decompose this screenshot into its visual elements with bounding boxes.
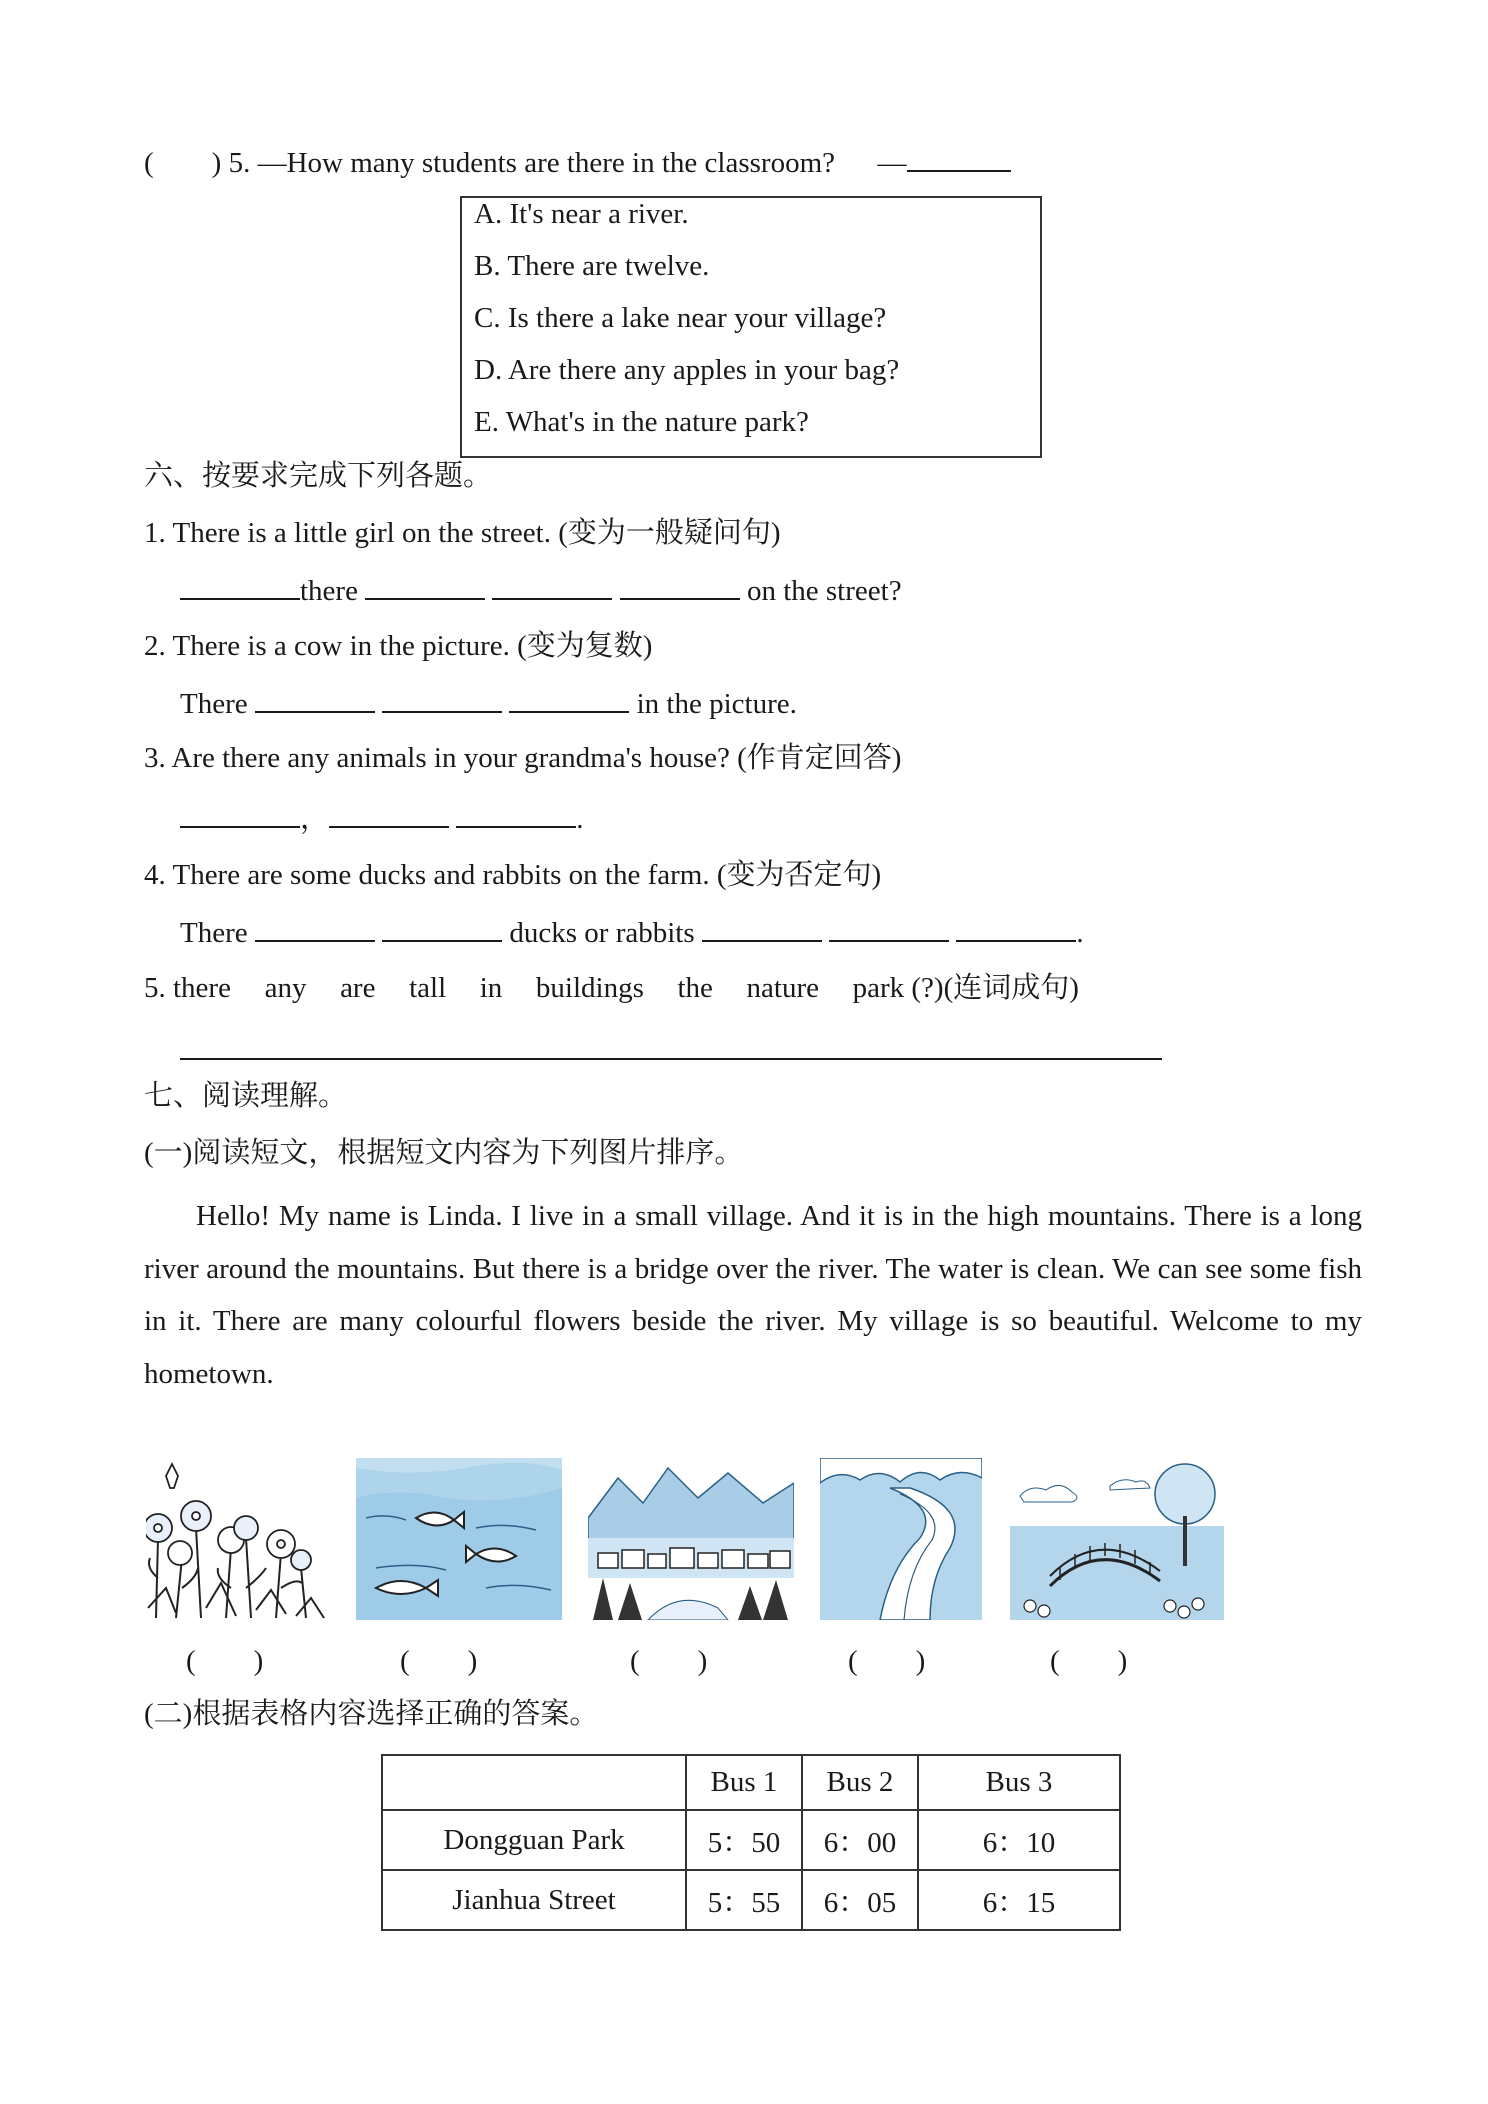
s6-q5-word-7: the bbox=[677, 972, 713, 1004]
s6-a2-blank-2[interactable] bbox=[382, 685, 502, 713]
picture-answer-5[interactable]: ( ) bbox=[1050, 1645, 1128, 1677]
s6-q5-word-3: are bbox=[340, 972, 376, 1004]
s6-a4-text-2: ducks or rabbits bbox=[509, 917, 695, 949]
bus-schedule-table bbox=[381, 1754, 1121, 1931]
flowers-picture bbox=[146, 1458, 328, 1620]
s6-a3-blank-3[interactable] bbox=[456, 800, 576, 828]
table-cell bbox=[382, 1755, 686, 1810]
table-cell: 6：10 bbox=[918, 1810, 1120, 1870]
table-row bbox=[382, 1810, 1120, 1870]
picture-answer-2[interactable]: ( ) bbox=[400, 1645, 478, 1677]
section7-title: 七、阅读理解。 bbox=[144, 1080, 348, 1112]
s6-q5-word-9: park (?)(连词成句) bbox=[852, 972, 1079, 1004]
s6-q1: 1. There is a little girl on the street. (变为一般疑问句) bbox=[144, 517, 781, 549]
table-cell: Bus 3 bbox=[918, 1755, 1120, 1810]
option-b: B. There are twelve. bbox=[474, 250, 710, 282]
q5-answer-blank[interactable] bbox=[907, 144, 1011, 172]
s6-a4-text-3: . bbox=[1076, 917, 1084, 949]
s6-a1-blank-3[interactable] bbox=[492, 572, 612, 600]
s6-q4: 4. There are some ducks and rabbits on the farm. (变为否定句) bbox=[144, 859, 882, 891]
s6-a1-text-1: there bbox=[300, 575, 358, 607]
s6-a2-blank-3[interactable] bbox=[509, 685, 629, 713]
table-header-row bbox=[382, 1755, 1120, 1810]
s6-q5 bbox=[144, 970, 1079, 1006]
s6-a1-text-2: on the street? bbox=[746, 575, 902, 607]
table-cell: 6：05 bbox=[802, 1870, 918, 1930]
q5-dash: — bbox=[877, 147, 907, 179]
s6-q3: 3. Are there any animals in your grandma's house? (作肯定回答) bbox=[144, 742, 902, 774]
reading-passage: Hello! My name is Linda. I live in a small village. And it is in the high mountains. There is a long river around the mountains. But there is a bridge over the river. The water is clean. We can see some fish in it. There are many colourful flowers beside the river. My village is so beautiful. Welcome to my hometown. bbox=[144, 1200, 1362, 1390]
s6-a4-blank-5[interactable] bbox=[956, 914, 1076, 942]
table-cell: Bus 2 bbox=[802, 1755, 918, 1810]
s6-a4 bbox=[180, 914, 1084, 951]
s6-q5-word-1: 5. there bbox=[144, 972, 231, 1004]
s6-a3-period: . bbox=[576, 803, 584, 835]
s6-a4-blank-2[interactable] bbox=[382, 914, 502, 942]
table-cell: 6：15 bbox=[918, 1870, 1120, 1930]
options-box bbox=[460, 196, 1042, 458]
table-cell: 5：55 bbox=[686, 1870, 802, 1930]
winding-river-picture bbox=[820, 1458, 982, 1620]
picture-answer-4[interactable]: ( ) bbox=[848, 1645, 926, 1677]
s6-a4-blank-4[interactable] bbox=[829, 914, 949, 942]
picture-answer-3[interactable]: ( ) bbox=[630, 1645, 708, 1677]
table-cell: 6：00 bbox=[802, 1810, 918, 1870]
s6-a4-blank-1[interactable] bbox=[255, 914, 375, 942]
option-d: D. Are there any apples in your bag? bbox=[474, 354, 900, 386]
s6-q5-word-6: buildings bbox=[535, 972, 644, 1004]
s6-a4-text-1: There bbox=[180, 917, 248, 949]
s6-a1 bbox=[180, 572, 902, 609]
s6-a1-blank-4[interactable] bbox=[620, 572, 740, 600]
picture-answer-1[interactable]: ( ) bbox=[186, 1645, 264, 1677]
s6-a3-blank-1[interactable] bbox=[180, 800, 300, 828]
section6-title: 六、按要求完成下列各题。 bbox=[144, 460, 493, 492]
bridge-picture bbox=[1010, 1456, 1224, 1620]
s6-a3-comma: ， bbox=[300, 803, 330, 835]
option-a: A. It's near a river. bbox=[474, 198, 689, 230]
s6-q5-word-8: nature bbox=[746, 972, 819, 1004]
table-cell: Dongguan Park bbox=[382, 1810, 686, 1870]
q5-question: 5. —How many students are there in the classroom? bbox=[228, 147, 836, 179]
table-cell: Jianhua Street bbox=[382, 1870, 686, 1930]
q5-line bbox=[144, 144, 1011, 181]
s6-a3 bbox=[180, 800, 584, 837]
s6-q5-word-5: in bbox=[479, 972, 503, 1004]
s6-a5-answer-line[interactable] bbox=[180, 1058, 1162, 1060]
mountain-village-picture bbox=[588, 1458, 794, 1620]
s6-a1-blank-1[interactable] bbox=[180, 572, 300, 600]
s6-a3-blank-2[interactable] bbox=[329, 800, 449, 828]
s6-a2-text-2: in the picture. bbox=[636, 688, 797, 720]
q5-answer-paren[interactable]: ( ) bbox=[144, 147, 222, 179]
table-cell: Bus 1 bbox=[686, 1755, 802, 1810]
section7-part1-title: (一)阅读短文，根据短文内容为下列图片排序。 bbox=[144, 1137, 744, 1169]
s6-q5-word-2: any bbox=[264, 972, 307, 1004]
fish-river-picture bbox=[356, 1458, 562, 1620]
s6-q2: 2. There is a cow in the picture. (变为复数) bbox=[144, 630, 653, 662]
table-cell: 5：50 bbox=[686, 1810, 802, 1870]
s6-a2 bbox=[180, 685, 797, 722]
s6-q5-word-4: tall bbox=[409, 972, 447, 1004]
option-c: C. Is there a lake near your village? bbox=[474, 302, 887, 334]
s6-a4-blank-3[interactable] bbox=[702, 914, 822, 942]
section7-part2-title: (二)根据表格内容选择正确的答案。 bbox=[144, 1698, 599, 1730]
s6-a1-blank-2[interactable] bbox=[365, 572, 485, 600]
s6-a2-blank-1[interactable] bbox=[255, 685, 375, 713]
s6-a2-text-1: There bbox=[180, 688, 248, 720]
table-row bbox=[382, 1870, 1120, 1930]
option-e: E. What's in the nature park? bbox=[474, 406, 809, 438]
